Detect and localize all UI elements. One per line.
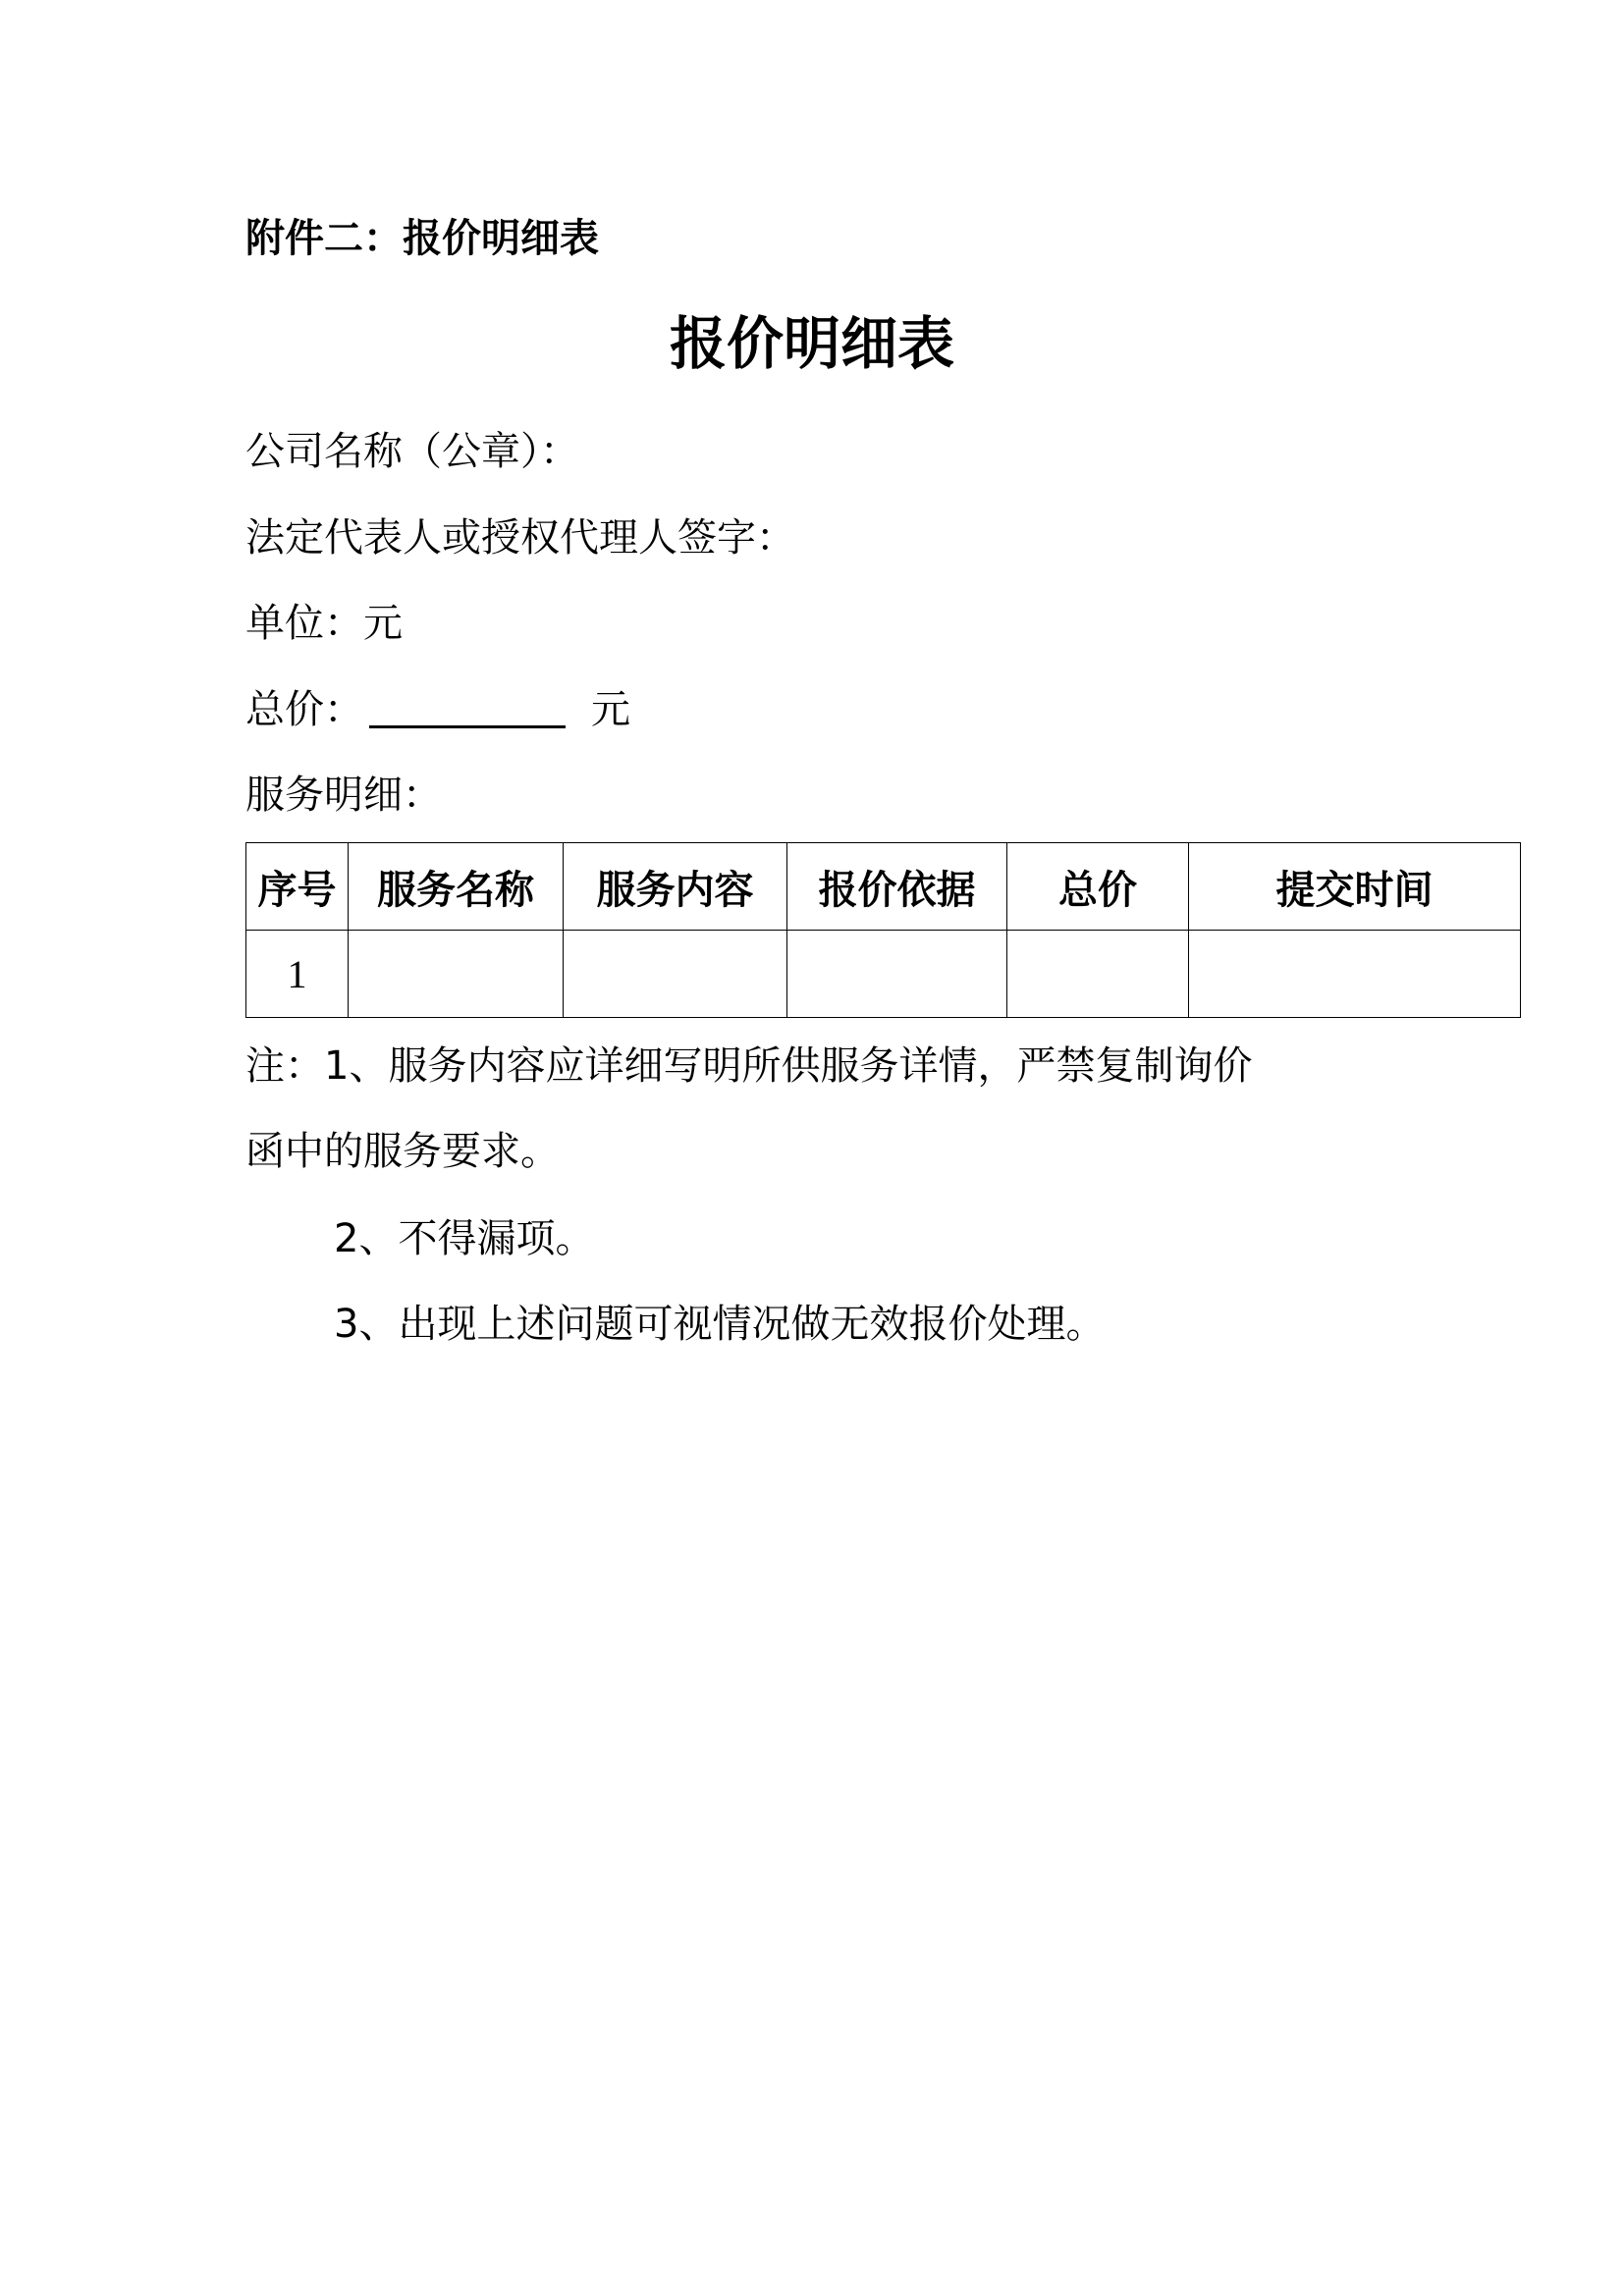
service-detail-label: 服务明细： <box>245 773 442 818</box>
header-quote-basis: 报价依据 <box>787 843 1007 931</box>
header-service-content: 服务内容 <box>564 843 787 931</box>
note-3: 3、出现上述问题可视情况做无效报价处理。 <box>334 1302 1106 1347</box>
header-total-price: 总价 <box>1007 843 1189 931</box>
cell-total-price <box>1007 931 1189 1018</box>
note-1-line-2: 函中的服务要求。 <box>245 1129 560 1174</box>
total-price-unit: 元 <box>591 687 630 732</box>
cell-service-name <box>349 931 564 1018</box>
table-header-row <box>246 843 1521 931</box>
cell-index: 1 <box>246 931 349 1018</box>
signature-field: 法定代表人或授权代理人签字： <box>245 515 795 561</box>
header-index: 序号 <box>246 843 349 931</box>
unit-field: 单位：元 <box>245 601 403 646</box>
total-price-field <box>245 682 630 737</box>
cell-quote-basis <box>787 931 1007 1018</box>
note-2: 2、不得漏项。 <box>334 1216 595 1261</box>
total-price-label: 总价： <box>245 687 363 732</box>
table-row <box>246 931 1521 1018</box>
cell-service-content <box>564 931 787 1018</box>
header-service-name: 服务名称 <box>349 843 564 931</box>
total-price-blank <box>369 686 566 728</box>
attachment-heading: 附件二：报价明细表 <box>245 216 599 261</box>
header-submit-time: 提交时间 <box>1189 843 1521 931</box>
document-title: 报价明细表 <box>669 310 954 377</box>
company-name-field: 公司名称（公章）： <box>245 429 579 474</box>
quote-table <box>245 842 1521 1018</box>
note-1-line-1: 注：1、服务内容应详细写明所供服务详情，严禁复制询价 <box>245 1043 1253 1089</box>
cell-submit-time <box>1189 931 1521 1018</box>
